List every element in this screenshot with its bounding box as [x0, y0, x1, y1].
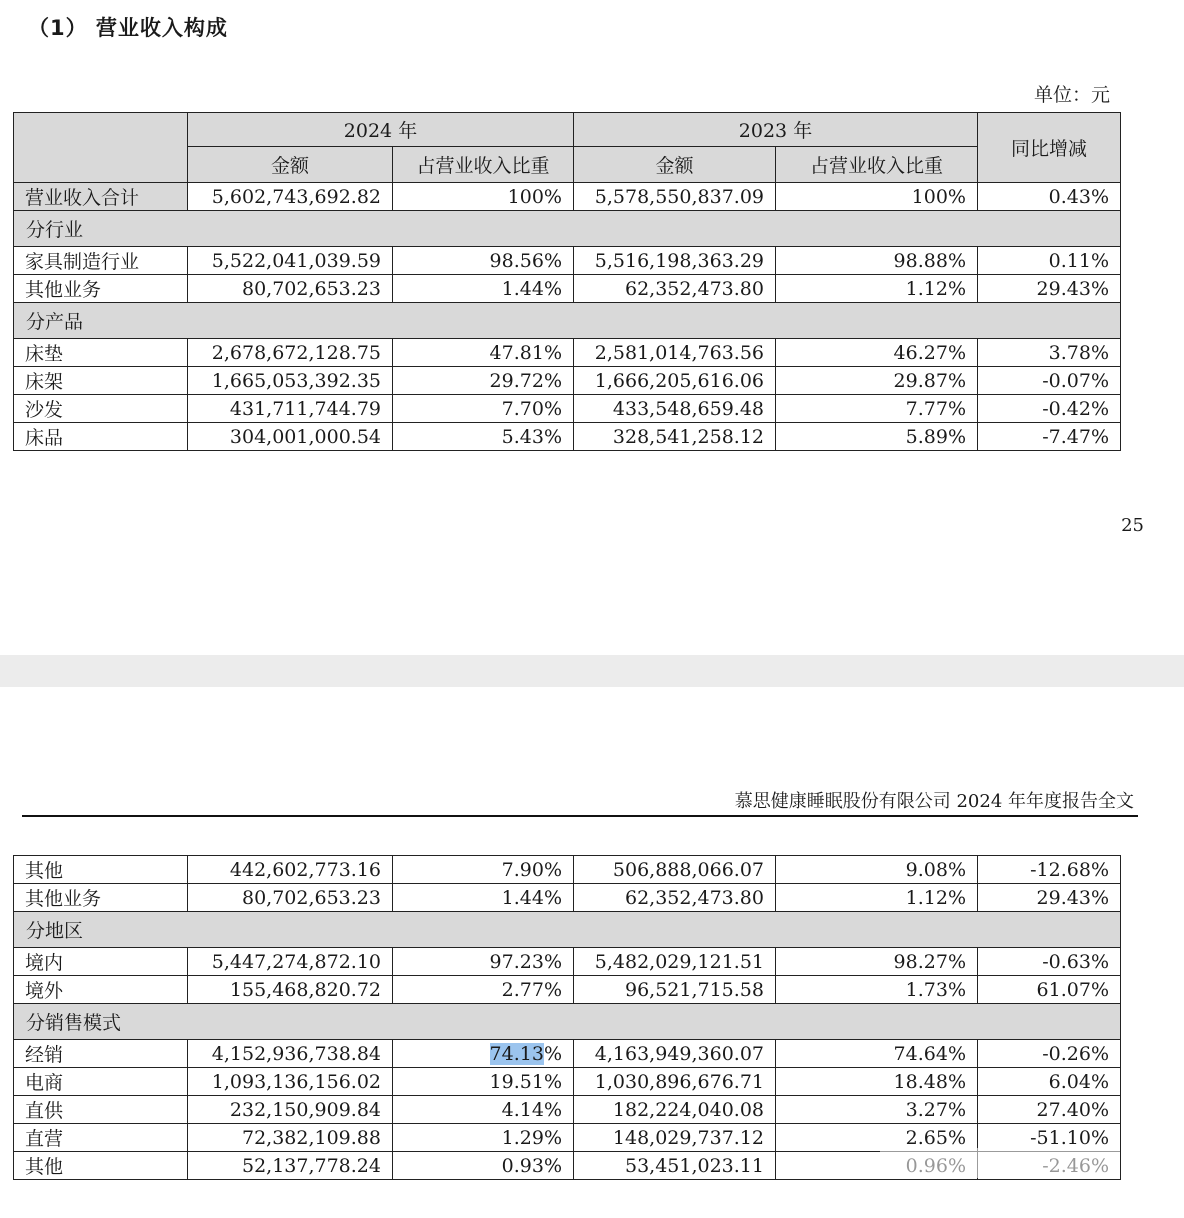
header-2024: 2024 年: [188, 113, 574, 147]
row-label: 其他业务: [14, 884, 188, 912]
share-suffix: %: [543, 1042, 562, 1065]
scan-artifact-overlay: [880, 1148, 1120, 1178]
header-share-2024: 占营业收入比重: [393, 147, 574, 183]
share-2024: 47.81%: [393, 339, 574, 367]
yoy-change: 3.78%: [978, 339, 1121, 367]
report-page-26: [0, 687, 1184, 1218]
share-2023: 9.08%: [776, 856, 978, 884]
amount-2023: 53,451,023.11: [574, 1152, 776, 1180]
table-row: [14, 1068, 1121, 1096]
header-yoy: 同比增减: [978, 113, 1121, 183]
row-label: 其他: [14, 856, 188, 884]
section-title: （1） 营业收入构成: [28, 16, 228, 40]
table-row: [14, 884, 1121, 912]
share-2024: 98.56%: [393, 247, 574, 275]
header-2023: 2023 年: [574, 113, 978, 147]
yoy-change: 0.11%: [978, 247, 1121, 275]
row-label: 电商: [14, 1068, 188, 1096]
section-row-sales-mode: [14, 1004, 1121, 1040]
header-share-2023: 占营业收入比重: [776, 147, 978, 183]
share-2023: 7.77%: [776, 395, 978, 423]
row-label: 境外: [14, 976, 188, 1004]
amount-2024: 80,702,653.23: [188, 275, 393, 303]
amount-2023: 5,516,198,363.29: [574, 247, 776, 275]
table-row: [14, 395, 1121, 423]
amount-2024: 431,711,744.79: [188, 395, 393, 423]
share-2023: 2.65%: [776, 1124, 978, 1152]
table-row: [14, 1040, 1121, 1068]
report-header: 慕思健康睡眠股份有限公司 2024 年年度报告全文: [734, 791, 1134, 812]
page-number: 25: [1121, 515, 1144, 536]
header-empty-cell: [14, 113, 188, 183]
row-label: 床架: [14, 367, 188, 395]
share-2023: 46.27%: [776, 339, 978, 367]
unit-label: 单位：元: [1033, 84, 1110, 106]
table-row: [14, 247, 1121, 275]
share-2024: 19.51%: [393, 1068, 574, 1096]
amount-2023: 96,521,715.58: [574, 976, 776, 1004]
section-row-region: [14, 912, 1121, 948]
amount-2024: 442,602,773.16: [188, 856, 393, 884]
share-2024: 97.23%: [393, 948, 574, 976]
amount-2024: 5,447,274,872.10: [188, 948, 393, 976]
section-label: 分行业: [14, 211, 1121, 247]
amount-2023: 433,548,659.48: [574, 395, 776, 423]
section-label: 分产品: [14, 303, 1121, 339]
revenue-composition-table-continued: [13, 855, 1121, 1180]
section-label: 分地区: [14, 912, 1121, 948]
amount-2024: 52,137,778.24: [188, 1152, 393, 1180]
amount-2023: 4,163,949,360.07: [574, 1040, 776, 1068]
amount-2024: 2,678,672,128.75: [188, 339, 393, 367]
header-amount-2023: 金额: [574, 147, 776, 183]
section-row-product: [14, 303, 1121, 339]
share-2024: 29.72%: [393, 367, 574, 395]
amount-2024: 304,001,000.54: [188, 423, 393, 451]
yoy-change: 6.04%: [978, 1068, 1121, 1096]
share-2024[interactable]: [393, 1040, 574, 1068]
amount-2023: 328,541,258.12: [574, 423, 776, 451]
table-row: [14, 976, 1121, 1004]
share-2024: 100%: [393, 183, 574, 211]
revenue-composition-table: [13, 112, 1121, 451]
amount-2023: 2,581,014,763.56: [574, 339, 776, 367]
share-2024: 5.43%: [393, 423, 574, 451]
share-2024: 4.14%: [393, 1096, 574, 1124]
amount-2024: 1,093,136,156.02: [188, 1068, 393, 1096]
yoy-change: -51.10%: [978, 1124, 1121, 1152]
page-gap: [0, 655, 1184, 687]
amount-2024: 80,702,653.23: [188, 884, 393, 912]
amount-2023: 5,482,029,121.51: [574, 948, 776, 976]
header-row-years: [14, 113, 1121, 147]
share-2023: 74.64%: [776, 1040, 978, 1068]
amount-2023: 1,666,205,616.06: [574, 367, 776, 395]
amount-2024: 1,665,053,392.35: [188, 367, 393, 395]
yoy-change: 0.43%: [978, 183, 1121, 211]
amount-2023: 148,029,737.12: [574, 1124, 776, 1152]
header-rule: [22, 815, 1138, 817]
share-2024: 7.70%: [393, 395, 574, 423]
yoy-change: 29.43%: [978, 884, 1121, 912]
amount-2023: 506,888,066.07: [574, 856, 776, 884]
yoy-change: -0.07%: [978, 367, 1121, 395]
share-2024: 7.90%: [393, 856, 574, 884]
row-label: 沙发: [14, 395, 188, 423]
share-2023: 1.12%: [776, 275, 978, 303]
amount-2023: 5,578,550,837.09: [574, 183, 776, 211]
text-selection-highlight[interactable]: 74.13: [489, 1042, 544, 1065]
share-2024: 0.93%: [393, 1152, 574, 1180]
share-2023: 3.27%: [776, 1096, 978, 1124]
amount-2024: 5,522,041,039.59: [188, 247, 393, 275]
yoy-change: 29.43%: [978, 275, 1121, 303]
share-2024: 1.29%: [393, 1124, 574, 1152]
amount-2023: 62,352,473.80: [574, 884, 776, 912]
row-label: 直营: [14, 1124, 188, 1152]
row-label: 床垫: [14, 339, 188, 367]
yoy-change: 27.40%: [978, 1096, 1121, 1124]
share-2023: 1.73%: [776, 976, 978, 1004]
amount-2024: 232,150,909.84: [188, 1096, 393, 1124]
section-row-industry: [14, 211, 1121, 247]
share-2024: 1.44%: [393, 884, 574, 912]
yoy-change: -12.68%: [978, 856, 1121, 884]
yoy-change: -0.26%: [978, 1040, 1121, 1068]
share-2024: 1.44%: [393, 275, 574, 303]
row-label: 营业收入合计: [14, 183, 188, 211]
share-2023: 100%: [776, 183, 978, 211]
share-2023: 98.88%: [776, 247, 978, 275]
share-2023: 5.89%: [776, 423, 978, 451]
amount-2024: 5,602,743,692.82: [188, 183, 393, 211]
table-row: [14, 423, 1121, 451]
amount-2024: 72,382,109.88: [188, 1124, 393, 1152]
yoy-change: 61.07%: [978, 976, 1121, 1004]
table-row: [14, 367, 1121, 395]
row-label: 床品: [14, 423, 188, 451]
amount-2023: 1,030,896,676.71: [574, 1068, 776, 1096]
yoy-change: -0.63%: [978, 948, 1121, 976]
yoy-change: -7.47%: [978, 423, 1121, 451]
row-label: 家具制造行业: [14, 247, 188, 275]
share-2023: 98.27%: [776, 948, 978, 976]
share-2023: 18.48%: [776, 1068, 978, 1096]
amount-2023: 182,224,040.08: [574, 1096, 776, 1124]
row-label: 其他业务: [14, 275, 188, 303]
header-amount-2024: 金额: [188, 147, 393, 183]
row-label: 境内: [14, 948, 188, 976]
table-row: [14, 1096, 1121, 1124]
share-2023: 1.12%: [776, 884, 978, 912]
table-row: [14, 948, 1121, 976]
amount-2024: 155,468,820.72: [188, 976, 393, 1004]
table-row: [14, 856, 1121, 884]
table-row: [14, 275, 1121, 303]
row-label: 其他: [14, 1152, 188, 1180]
section-label: 分销售模式: [14, 1004, 1121, 1040]
yoy-change: -0.42%: [978, 395, 1121, 423]
amount-2023: 62,352,473.80: [574, 275, 776, 303]
table-row-total: [14, 183, 1121, 211]
share-2024: 2.77%: [393, 976, 574, 1004]
row-label: 直供: [14, 1096, 188, 1124]
share-2023: 29.87%: [776, 367, 978, 395]
amount-2024: 4,152,936,738.84: [188, 1040, 393, 1068]
table-row: [14, 339, 1121, 367]
row-label: 经销: [14, 1040, 188, 1068]
